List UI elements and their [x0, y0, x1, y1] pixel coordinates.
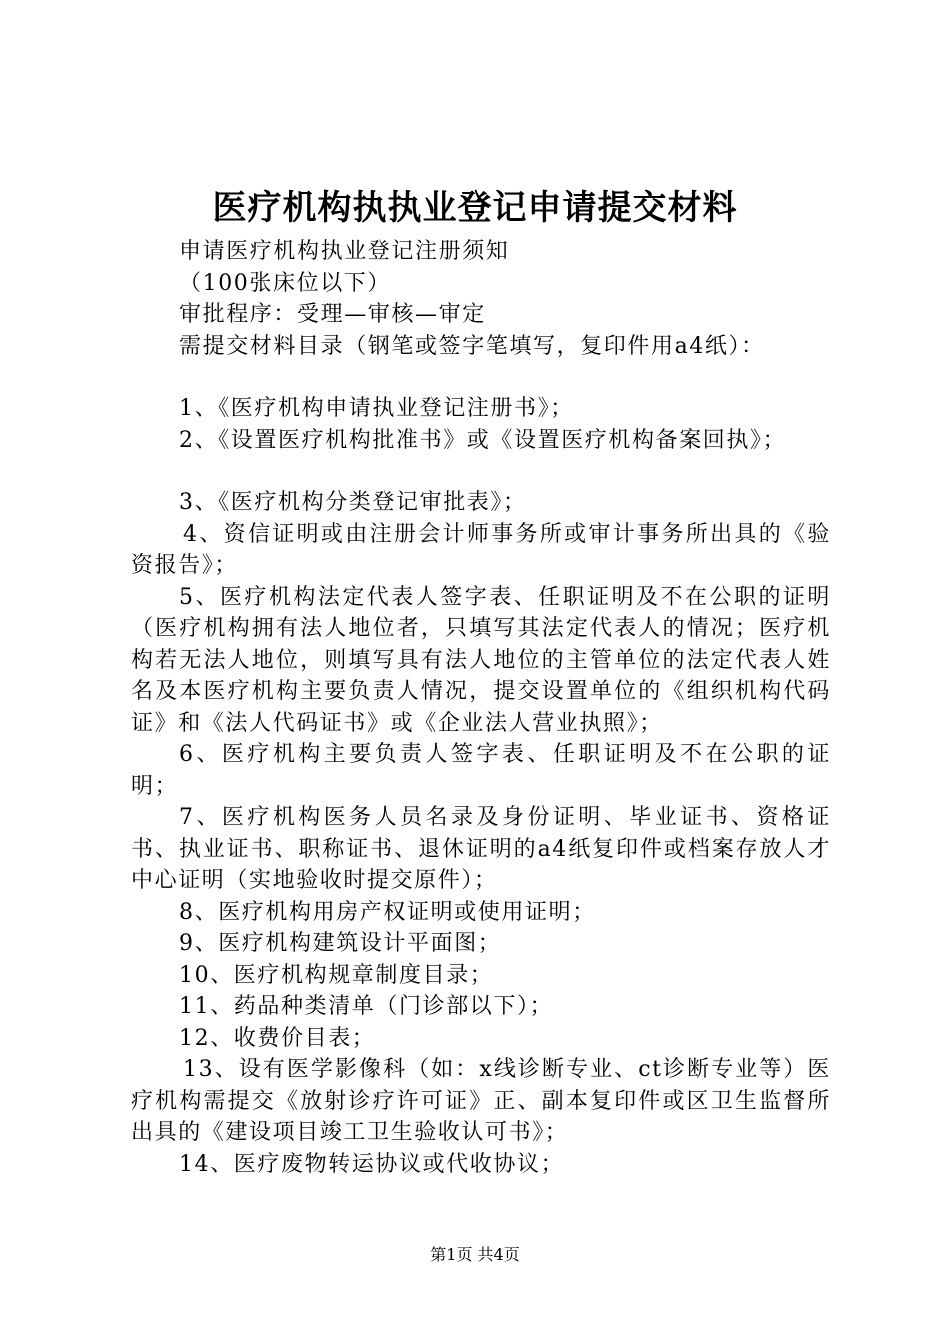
spacer — [131, 362, 831, 393]
list-item: 10、医疗机构规章制度目录； — [179, 962, 494, 988]
document-body — [131, 236, 831, 1180]
list-item: 14、医疗废物转运协议或代收协议； — [179, 1151, 565, 1177]
intro-procedure: 审批程序：受理—审核—审定 — [179, 302, 486, 327]
list-item: 1、《医疗机构申请执业登记注册书》； — [179, 396, 574, 421]
list-item: 9、医疗机构建筑设计平面图； — [179, 931, 502, 956]
list-item: 7、医疗机构医务人员名录及身份证明、毕业证书、资格证书、执业证书、职称证书、退休证明的a4纸复印件或档案存放人才中心证明（实地验收时提交原件）； — [131, 805, 831, 893]
list-item: 11、药品种类清单（门诊部以下）； — [179, 994, 554, 1019]
list-item: 2、《设置医疗机构批准书》或《设置医疗机构备案回执》； — [179, 427, 787, 453]
intro-materials-list: 需提交材料目录（钢笔或签字笔填写，复印件用a4纸）： — [179, 333, 765, 359]
list-item: 8、医疗机构用房产权证明或使用证明； — [179, 899, 596, 925]
document-title: 医疗机构执执业登记申请提交材料 — [212, 188, 738, 228]
intro-heading: 申请医疗机构执业登记注册须知 — [179, 239, 510, 264]
intro-bed-limit: （100张床位以下） — [179, 270, 391, 296]
spacer — [131, 456, 831, 487]
page-footer: 第1页 共4页 — [430, 1245, 520, 1264]
list-item: 3、《医疗机构分类登记审批表》； — [179, 490, 527, 515]
list-item: 13、设有医学影像科（如：x线诊断专业、ct诊断专业等）医疗机构需提交《放射诊疗许可证》正、副本复印件或区卫生监督所出具的《建设项目竣工卫生验收认可书》； — [131, 1057, 831, 1145]
list-item: 5、医疗机构法定代表人签字表、任职证明及不在公职的证明（医疗机构拥有法人地位者，只填写其法定代表人的情况；医疗机构若无法人地位，则填写具有法人地位的主管单位的法定代表人姓名及本医疗机构主要负责人情况，提交设置单位的《组织机构代码证》和《法人代码证书》或《企业法人营业执照》； — [131, 584, 831, 736]
list-item: 12、收费价目表； — [179, 1025, 376, 1051]
list-item: 6、医疗机构主要负责人签字表、任职证明及不在公职的证明； — [131, 742, 831, 799]
list-item: 4、资信证明或由注册会计师事务所或审计事务所出具的《验资报告》； — [131, 521, 831, 578]
